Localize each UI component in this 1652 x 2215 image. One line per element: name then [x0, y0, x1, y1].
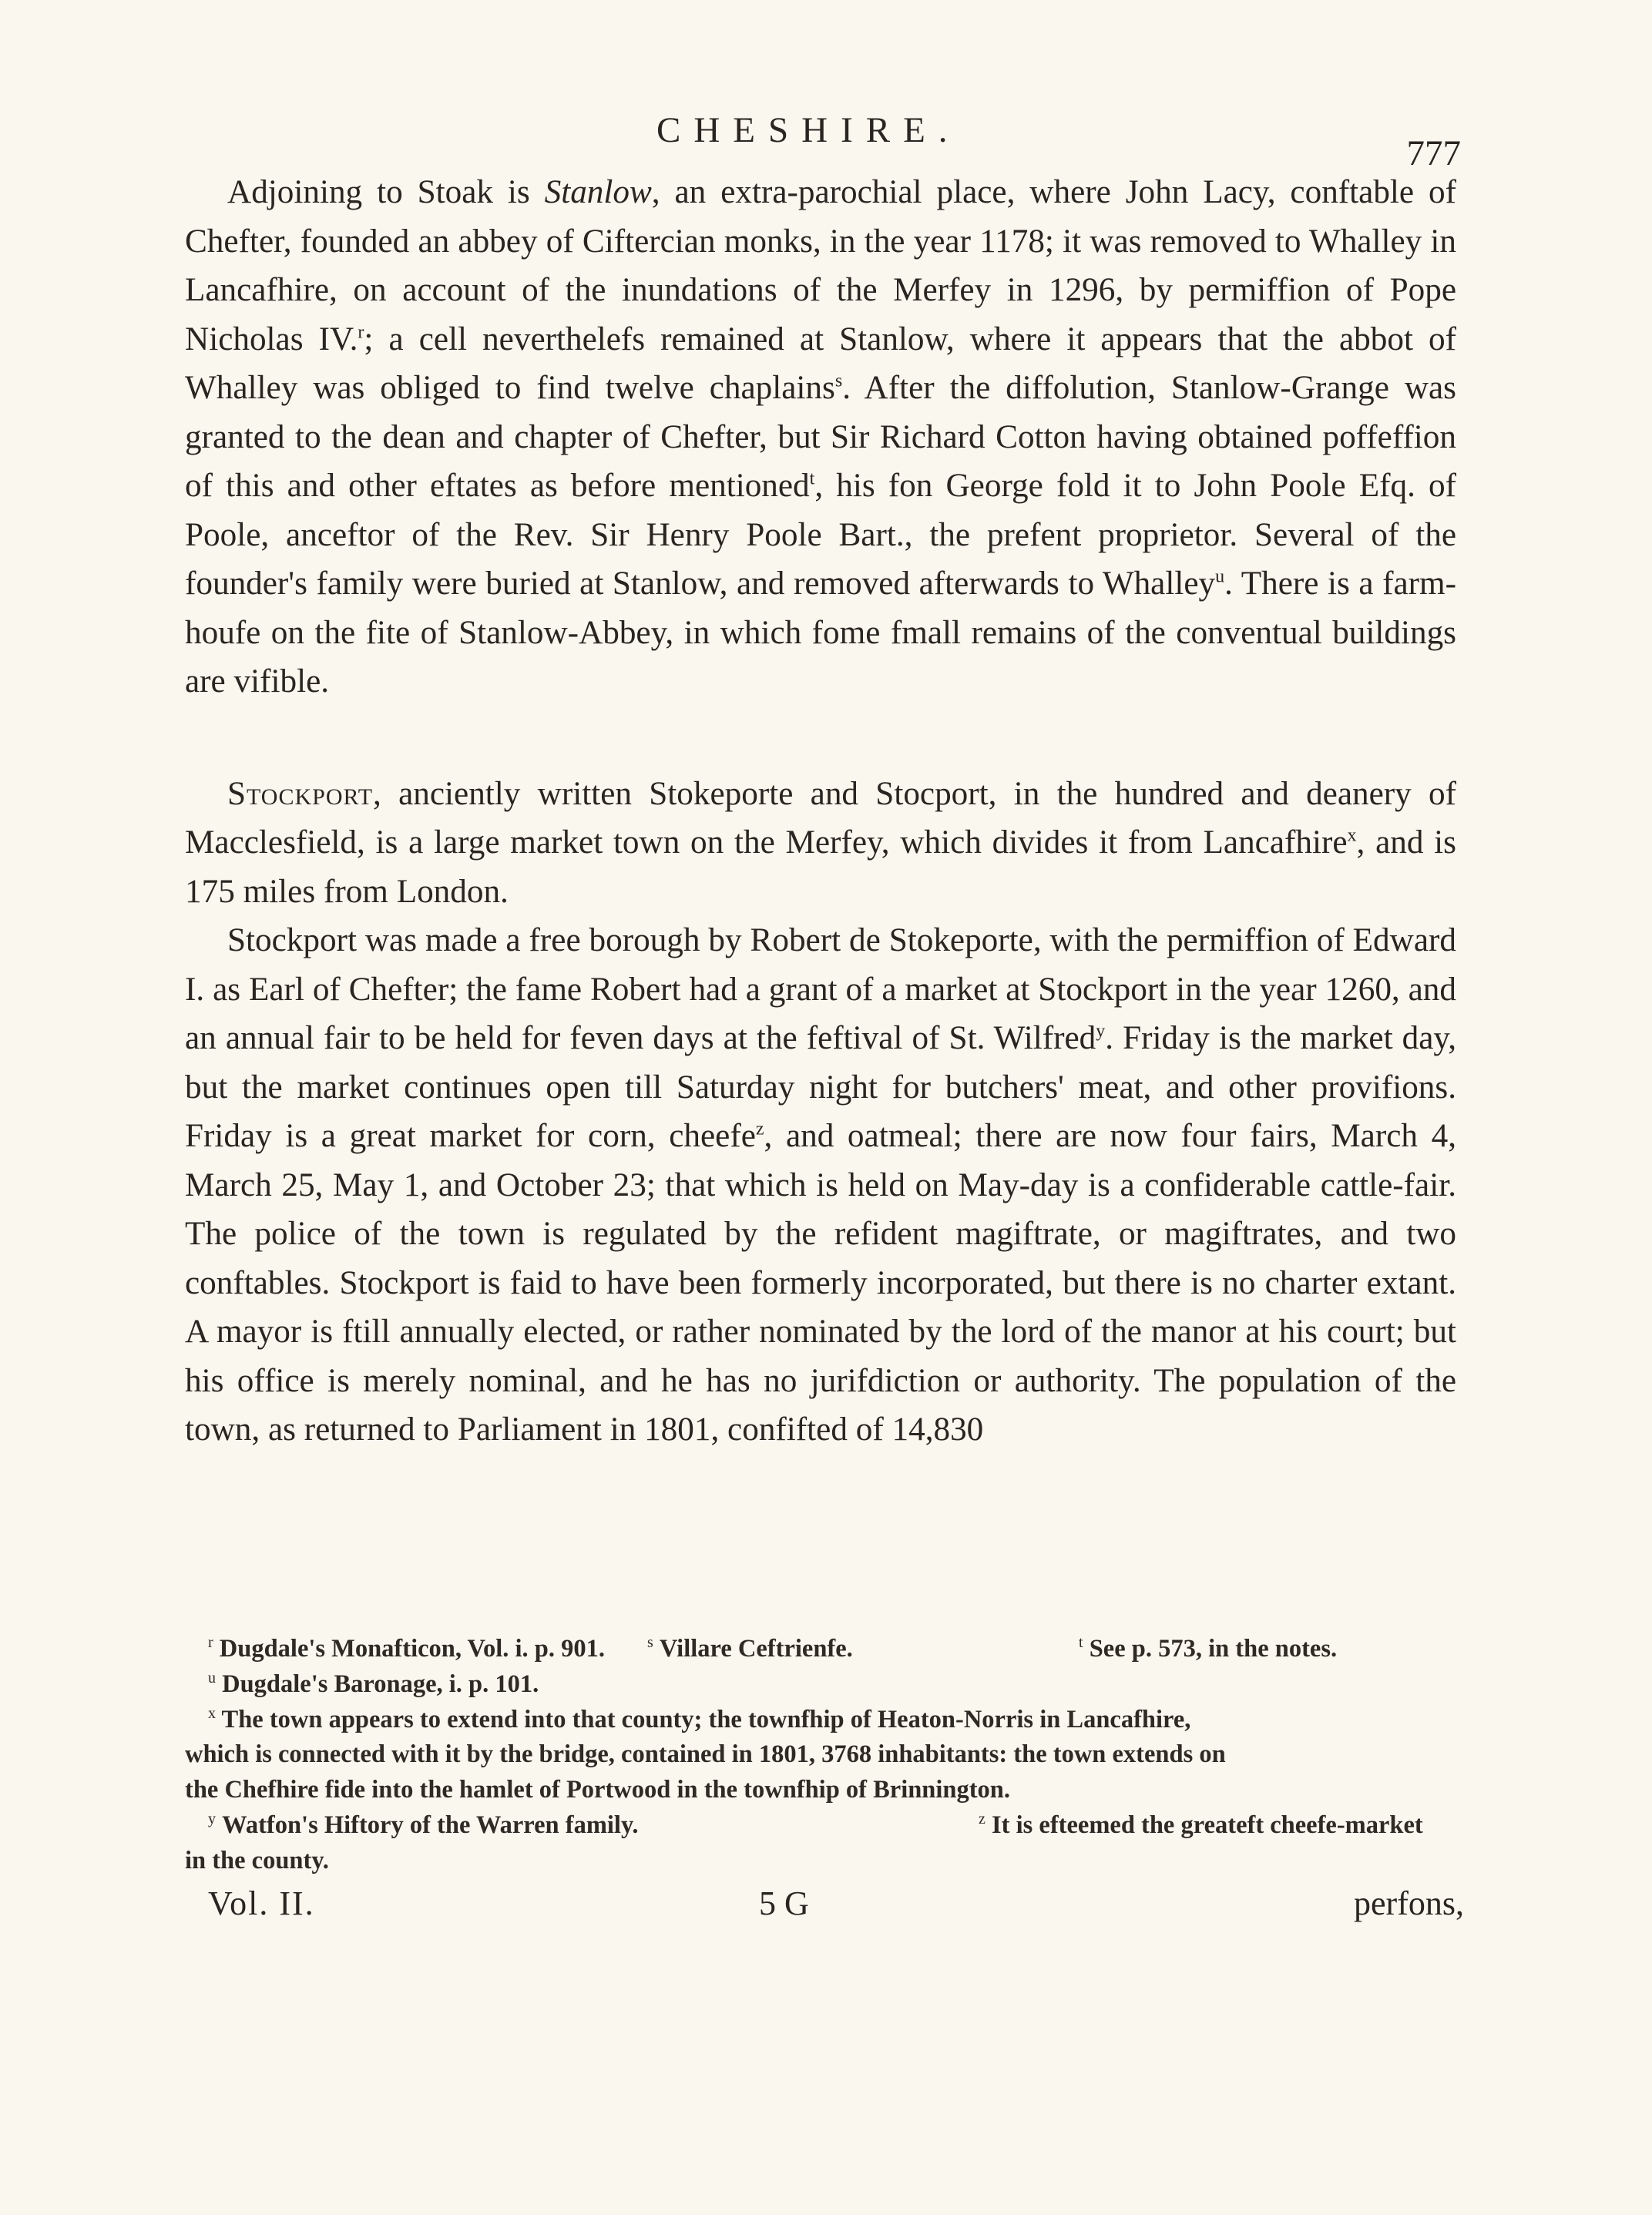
- footnote-u: u Dugdale's Baronage, i. p. 101.: [185, 1667, 1456, 1703]
- footnote-ref-t: t: [809, 468, 815, 489]
- text-run: . Friday is the market day, but the market continues open till Saturday night for butchers' meat, and other provifions. Friday is a great market for corn, cheefe: [185, 1020, 1456, 1154]
- footnote-ref-u: u: [1215, 566, 1225, 587]
- footnote-row: [185, 1632, 1456, 1667]
- place-name-smallcaps: Stockport: [227, 775, 374, 812]
- footnote-ref-s: s: [834, 371, 843, 391]
- text-run: , an extra-parochial place, where John Lacy, conftable of Chefter, founded an abbey of Ciftercian monks, in the year 1178; it was removed to Whalley in Lancafhire, on account of the inundations of the Merfey in 1296, by permiffion of Pope Nicholas IV.: [185, 174, 1456, 357]
- footnote-r: r Dugdale's Monafticon, Vol. i. p. 901.: [185, 1632, 647, 1667]
- footnote-s: s Villare Ceftrienfe.: [647, 1632, 1079, 1667]
- signature-mark: 5 G: [759, 1884, 809, 1922]
- footnote-text: The town appears to extend into that county; the townfhip of Heaton-Norris in Lancafhire,: [221, 1705, 1191, 1733]
- footnote-text: Watfon's Hiftory of the Warren family.: [222, 1811, 639, 1839]
- text-run: Adjoining to Stoak is: [227, 174, 545, 210]
- footnote-z-continued: in the county.: [185, 1846, 329, 1874]
- place-name-italic: Stanlow: [544, 174, 652, 210]
- text-run: , and oatmeal; there are now four fairs, March 4, March 25, May 1, and October 23; that which is held on May-day is a confiderable cattle-fair. The police of the town is regulated by the refident magiftrate, or magiftrates, and two conftables. Stockport is faid to have been formerly incorporated, but there is no charter extant. A mayor is ftill annually elected, or rather nominated by the lord of the manor at his court; but his office is merely nominal, and he has no jurifdiction or authority. The population of the town, as returned to Parliament in 1801, confifted of 14,830: [185, 1118, 1456, 1448]
- running-title: CHESHIRE.: [656, 110, 961, 150]
- page-number: 777: [1406, 133, 1461, 173]
- running-head: [0, 109, 1652, 173]
- paragraph-stockport-borough: [185, 916, 1456, 1455]
- paragraph-stanlow: [185, 168, 1456, 706]
- text-run: , his fon George fold it to John Poole Efq. of Poole, anceftor of the Rev. Sir Henry Poole Bart., the prefent proprietor. Several of the founder's family were buried at Stanlow, and removed afterwards to Whalley: [185, 468, 1456, 602]
- volume-label: Vol. II.: [208, 1884, 315, 1922]
- footnote-text: Dugdale's Monafticon, Vol. i. p. 901.: [219, 1635, 606, 1663]
- footnote-row: [185, 1808, 1456, 1844]
- footnote-text: Dugdale's Baronage, i. p. 101.: [222, 1670, 539, 1698]
- footnote-y: y Watfon's Hiftory of the Warren family.: [185, 1808, 979, 1844]
- footnote-text: See p. 573, in the notes.: [1089, 1635, 1338, 1663]
- footnote-x-line3: the Chefhire fide into the hamlet of Portwood in the townfhip of Brinnington.: [185, 1776, 1011, 1804]
- footnote-ref-r: r: [358, 322, 364, 343]
- footnote-x-line1: [185, 1703, 1456, 1738]
- text-run: , and is 175 miles from London.: [185, 824, 1456, 910]
- footnote-t: t See p. 573, in the notes.: [1079, 1632, 1337, 1667]
- text-run: ; a cell neverthelefs remained at Stanlow, where it appears that the abbot of Whalley was obliged to find twelve chaplains: [185, 321, 1456, 406]
- signature-line: [185, 1884, 1464, 1930]
- paragraph-stockport-intro: [185, 770, 1456, 917]
- body-text: [185, 168, 1456, 1455]
- footnote-ref-y: y: [1096, 1021, 1106, 1042]
- footnote-ref-z: z: [755, 1119, 764, 1139]
- text-run: . After the diffolution, Stanlow-Grange was granted to the dean and chapter of Chefter, but Sir Richard Cotton having obtained poffeffion of this and other eftates as before mentioned: [185, 370, 1456, 504]
- footnote-z: z It is efteemed the greateft cheefe-market: [979, 1808, 1423, 1844]
- footnote-mark: x: [208, 1704, 216, 1722]
- footnote-x-line2: which is connected with it by the bridge, contained in 1801, 3768 inhabitants: the town extends on: [185, 1740, 1226, 1769]
- catchword: perfons,: [1354, 1884, 1464, 1922]
- footnotes: [185, 1632, 1456, 1879]
- text-run: . There is a farm-houfe on the fite of Stanlow-Abbey, in which fome fmall remains of the conventual buildings are vifible.: [185, 565, 1457, 700]
- footnote-text: Villare Ceftrienfe.: [659, 1635, 853, 1663]
- footnote-text: It is efteemed the greateft cheefe-market: [992, 1811, 1423, 1839]
- footnote-ref-x: x: [1347, 825, 1357, 846]
- text-run: , anciently written Stokeporte and Stocport, in the hundred and deanery of Macclesfield, is a large market town on the Merfey, which divides it from Lancafhire: [185, 775, 1456, 861]
- text-run: Stockport was made a free borough by Robert de Stokeporte, with the permiffion of Edward I. as Earl of Chefter; the fame Robert had a grant of a market at Stockport in the year 1260, and an annual fair to be held for feven days at the feftival of St. Wilfred: [185, 922, 1456, 1056]
